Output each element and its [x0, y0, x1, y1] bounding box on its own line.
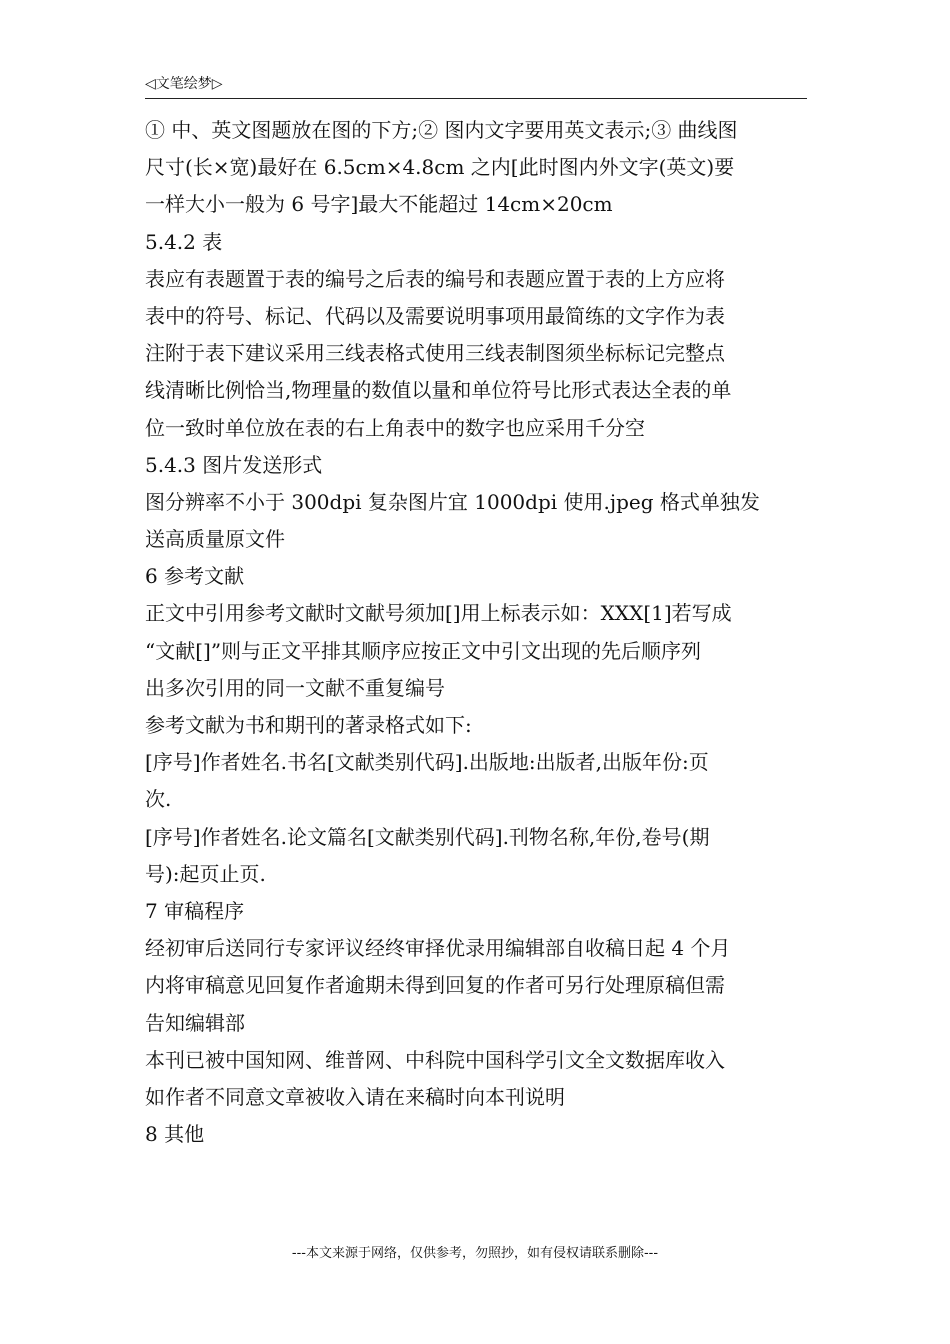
text-line: 线清晰比例恰当,物理量的数值以量和单位符号比形式表达全表的单: [145, 378, 732, 403]
section-heading-8: 8 其他: [145, 1122, 205, 1147]
text-line: 表中的符号、标记、代码以及需要说明事项用最简练的文字作为表: [145, 303, 725, 328]
text-line: 参考文献为书和期刊的著录格式如下:: [145, 713, 472, 737]
section-heading-5-4-2: 5.4.2 表: [145, 229, 223, 254]
page-footer-notice: ---本文来源于网络，仅供参考，勿照抄，如有侵权请联系删除---: [291, 1246, 659, 1261]
text-line: 一样大小一般为 6 号字]最大不能超过 14cm×20cm: [145, 192, 613, 217]
text-line: 次.: [145, 787, 172, 812]
text-line: 正文中引用参考文献时文献号须加[]用上标表示如：XXX[1]若写成: [145, 601, 732, 626]
text-line: 表应有表题置于表的编号之后表的编号和表题应置于表的上方应将: [145, 266, 725, 291]
text-line: [序号]作者姓名.书名[文献类别代码].出版地:出版者,出版年份:页: [145, 750, 709, 775]
text-line: 告知编辑部: [145, 1010, 245, 1035]
text-line: 注附于表下建议采用三线表格式使用三线表制图须坐标标记完整点: [145, 341, 725, 366]
text-line: 图分辨率不小于 300dpi 复杂图片宜 1000dpi 使用.jpeg 格式单独发: [145, 489, 760, 514]
text-line: [序号]作者姓名.论文篇名[文献类别代码].刊物名称,年份,卷号(期: [145, 824, 710, 849]
text-line: 内将审稿意见回复作者逾期未得到回复的作者可另行处理原稿但需: [145, 973, 725, 998]
text-line: 送高质量原文件: [145, 527, 285, 552]
text-line: 如作者不同意文章被收入请在来稿时向本刊说明: [145, 1084, 565, 1109]
text-line: 号):起页止页.: [145, 861, 266, 886]
section-heading-7: 7 审稿程序: [145, 898, 245, 923]
text-line: 经初审后送同行专家评议经终审择优录用编辑部自收稿日起 4 个月: [145, 936, 731, 961]
text-line: 出多次引用的同一文献不重复编号: [145, 675, 445, 700]
page-header: [145, 74, 807, 99]
section-heading-5-4-3: 5.4.3 图片发送形式: [145, 452, 323, 477]
text-line: 尺寸(长×宽)最好在 6.5cm×4.8cm 之内[此时图内外文字(英文)要: [145, 155, 735, 180]
section-heading-6: 6 参考文献: [145, 564, 245, 589]
text-line: 本刊已被中国知网、维普网、中科院中国科学引文全文数据库收入: [145, 1047, 725, 1072]
text-line: 位一致时单位放在表的右上角表中的数字也应采用千分空: [145, 415, 645, 440]
document-body: [145, 112, 815, 1153]
text-line: “文献[]”则与正文平排其顺序应按正文中引文出现的先后顺序列: [145, 638, 702, 663]
header-title: ◁文笔绘梦▷: [145, 76, 223, 92]
text-line: ① 中、英文图题放在图的下方;② 图内文字要用英文表示;③ 曲线图: [145, 118, 738, 142]
